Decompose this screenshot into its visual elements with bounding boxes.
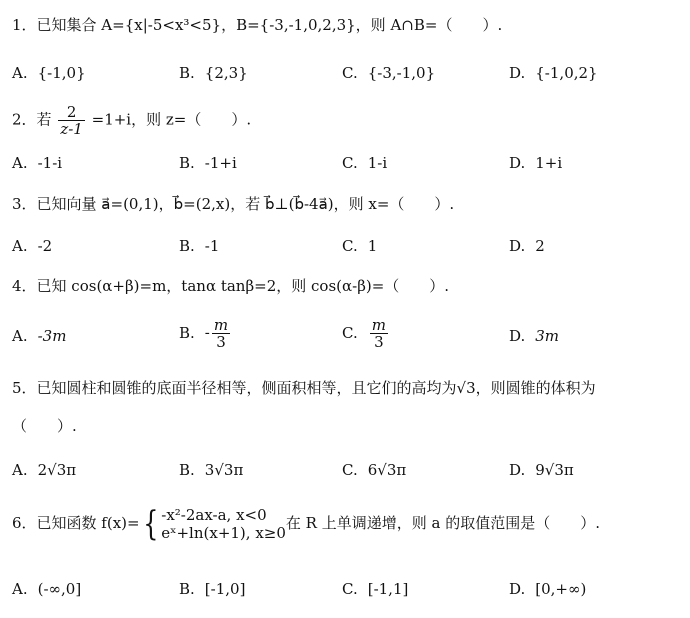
option-label: D. [509, 580, 526, 598]
option-label: C. [342, 237, 358, 255]
question-1-options [12, 62, 682, 84]
question-2-options [12, 152, 682, 174]
fraction [58, 104, 85, 137]
option-a[interactable] [12, 62, 86, 84]
fraction-denominator: z-1 [60, 120, 83, 138]
question-5-stem-line-1: 5．已知圆柱和圆锥的底面半径相等，侧面积相等，且它们的高均为√3，则圆锥的体积为 [12, 379, 596, 397]
option-b[interactable] [179, 578, 245, 600]
option-b[interactable] [179, 152, 237, 174]
option-b[interactable] [179, 459, 243, 481]
stem-prefix: 2．若 [12, 110, 52, 129]
option-c[interactable] [342, 152, 387, 174]
stem-suffix: 在 R 上单调递增，则 a 的取值范围是（ ）. [285, 514, 600, 532]
option-text: {-1,0,2} [535, 64, 598, 82]
option-label: A. [12, 154, 28, 172]
option-text: [0,+∞) [535, 580, 587, 598]
question-6-options [12, 578, 682, 600]
stem-prefix: 6．已知函数 f(x)= [12, 514, 140, 532]
option-label: B. [179, 154, 195, 172]
option-c[interactable] [342, 578, 408, 600]
option-b[interactable] [179, 62, 248, 84]
option-text: [-1,0] [204, 580, 246, 598]
option-a[interactable] [12, 235, 52, 257]
piecewise-case-1: -x²-2ax-a, x<0 [161, 506, 267, 524]
question-4-options [12, 316, 682, 351]
option-label: B. [179, 323, 195, 342]
option-text: 2√3π [37, 461, 77, 479]
piecewise-cases [161, 506, 286, 542]
option-text: 3√3π [204, 461, 244, 479]
question-3-options [12, 235, 682, 257]
option-b[interactable] [179, 317, 232, 350]
option-a[interactable] [12, 459, 76, 481]
option-b[interactable] [179, 235, 219, 257]
fraction-numerator: m [371, 316, 386, 334]
option-a[interactable] [12, 152, 62, 174]
frac-sign: - [204, 323, 210, 342]
option-text: 1-i [367, 154, 388, 172]
option-text: 3m [535, 327, 560, 345]
option-text: -3m [37, 327, 67, 345]
option-text: {-3,-1,0} [367, 64, 436, 82]
option-label: D. [509, 64, 526, 82]
option-text: -1-i [37, 154, 63, 172]
question-1-stem: 1．已知集合 A={x|-5<x³<5}，B={-3,-1,0,2,3}，则 A∩B=（ ）. [12, 16, 503, 34]
option-text: (-∞,0] [37, 580, 82, 598]
option-d[interactable] [509, 578, 586, 600]
option-d[interactable] [509, 325, 559, 347]
option-text: {2,3} [204, 64, 248, 82]
option-a[interactable] [12, 325, 66, 347]
option-label: B. [179, 580, 195, 598]
piecewise-case-2: eˣ+ln(x+1), x≥0 [161, 524, 286, 542]
option-label: A. [12, 461, 28, 479]
fraction [212, 317, 230, 350]
option-c[interactable] [342, 459, 406, 481]
brace-glyph: { [142, 504, 159, 544]
option-label: C. [342, 461, 358, 479]
option-text: 1+i [535, 154, 563, 172]
option-c[interactable] [342, 62, 435, 84]
question-3-stem: 3．已知向量 a⃗=(0,1)，b⃗=(2,x)，若 b⃗⊥(b⃗-4a⃗)，则 x=（ ）. [12, 195, 455, 213]
option-label: A. [12, 327, 28, 345]
option-d[interactable] [509, 459, 574, 481]
option-d[interactable] [509, 152, 562, 174]
fraction [370, 317, 388, 350]
option-text: -2 [37, 237, 53, 255]
option-text: 9√3π [535, 461, 574, 479]
option-label: A. [12, 580, 28, 598]
option-d[interactable] [509, 62, 598, 84]
option-label: D. [509, 237, 526, 255]
fraction-numerator: 2 [58, 104, 85, 121]
option-label: C. [342, 323, 358, 342]
question-2-stem [12, 104, 251, 137]
question-4-stem: 4．已知 cos(α+β)=m，tanα tanβ=2，则 cos(α-β)=（ ）. [12, 277, 450, 295]
piecewise-function [140, 506, 286, 542]
option-text: 1 [367, 237, 378, 255]
option-a[interactable] [12, 578, 81, 600]
option-text: [-1,1] [367, 580, 409, 598]
option-text: -1 [204, 237, 220, 255]
option-text: {-1,0} [37, 64, 86, 82]
option-text: 2 [535, 237, 545, 255]
option-label: B. [179, 64, 195, 82]
option-d[interactable] [509, 235, 545, 257]
option-label: D. [509, 461, 526, 479]
option-text: -1+i [204, 154, 237, 172]
question-5-stem-line-2: （ ）. [12, 417, 77, 435]
question-6-stem [12, 506, 600, 542]
fraction-denominator: 3 [374, 333, 384, 351]
question-5-options [12, 459, 682, 481]
option-label: A. [12, 237, 28, 255]
option-label: C. [342, 64, 358, 82]
stem-suffix: =1+i，则 z=（ ）. [91, 110, 252, 129]
fraction-denominator: 3 [216, 333, 226, 351]
option-label: D. [509, 154, 526, 172]
option-text: 6√3π [367, 461, 407, 479]
fraction-numerator: m [213, 316, 229, 334]
option-label: C. [342, 154, 358, 172]
option-c[interactable] [342, 317, 390, 350]
option-label: B. [179, 461, 195, 479]
option-label: C. [342, 580, 358, 598]
option-c[interactable] [342, 235, 377, 257]
option-label: A. [12, 64, 28, 82]
option-label: B. [179, 237, 195, 255]
option-label: D. [509, 327, 526, 345]
